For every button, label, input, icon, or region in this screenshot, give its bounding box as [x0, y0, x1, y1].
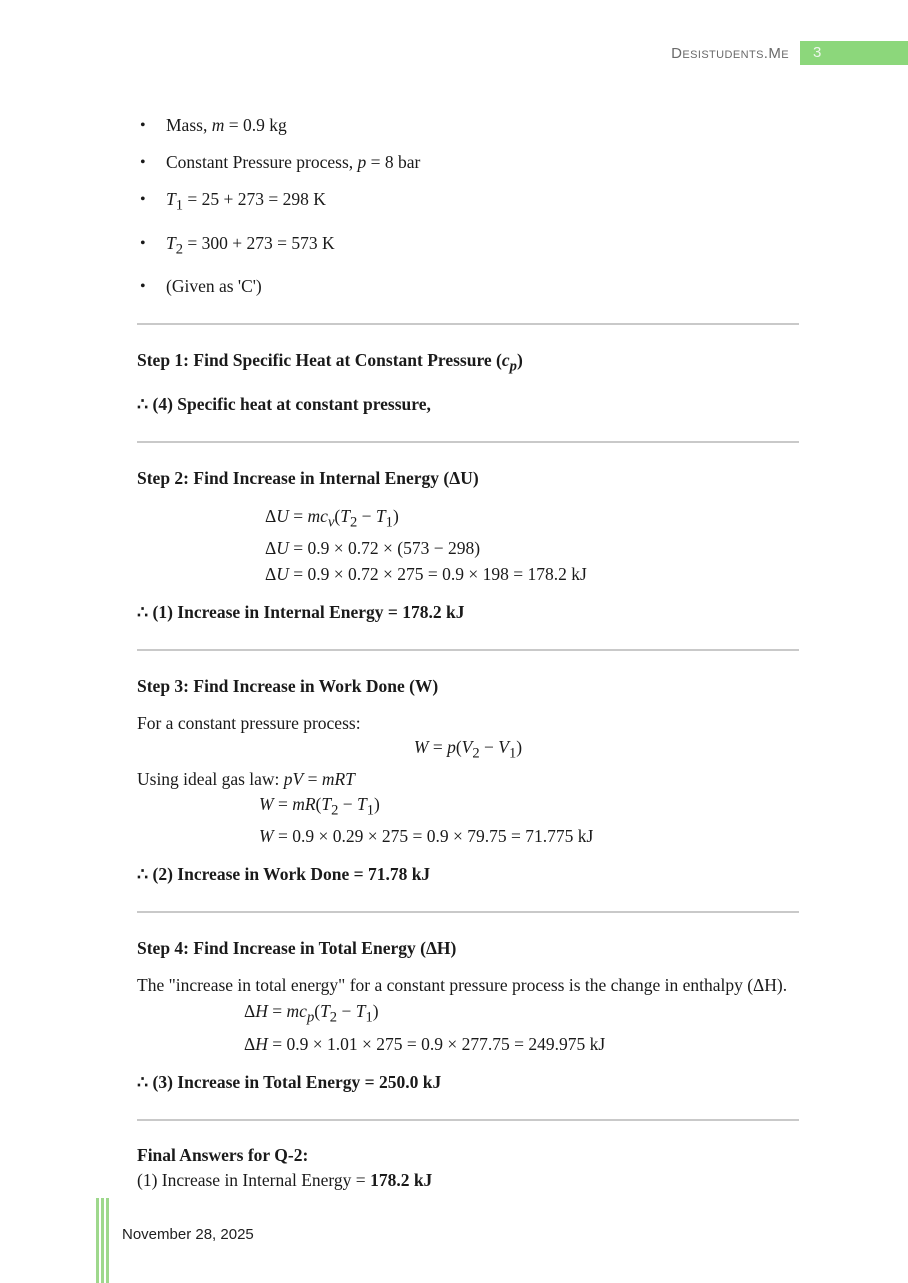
footer-stripe	[106, 1198, 109, 1283]
conclusion-line: ∴ (3) Increase in Total Energy = 250.0 kJ	[137, 1071, 442, 1092]
centered-equation: $W = p(V_2 - V_1)$	[413, 737, 523, 762]
final-answer-line: (1) Increase in Internal Energy = 178.2 kJ	[137, 1169, 433, 1190]
conclusion-line: ∴ (1) Increase in Internal Energy = 178.2 kJ	[137, 602, 465, 622]
equation-block	[137, 503, 799, 588]
conclusion-line: ∴ (4) Specific heat at constant pressure,	[137, 393, 431, 414]
final-answers-heading: Final Answers for Q-2:	[137, 1144, 309, 1165]
equation-block	[137, 998, 799, 1057]
equation-line: $\Delta U = mc_v(T_2 - T_1)$	[265, 505, 399, 530]
bullet-item: • Constant Pressure process, p = 8 bar	[137, 151, 799, 174]
equation-line: $\Delta H = mc_p(T_2 - T_1)$	[244, 1001, 379, 1026]
conclusion-line: ∴ (2) Increase in Work Done = 71.78 kJ	[137, 864, 431, 884]
section-heading: Step 3: Find Increase in Work Done (W)	[137, 676, 439, 696]
equation-line: ΔU = 0.9 × 0.72 × (573 − 298)	[265, 538, 481, 558]
bullet-item: • (Given as 'C')	[137, 275, 799, 298]
document-content	[137, 104, 799, 1193]
footer-stripe	[101, 1198, 104, 1283]
bullet-item: • Mass, m = 0.9 kg	[137, 114, 799, 137]
body-paragraph: For a constant pressure process:	[137, 713, 361, 733]
equation-line: $W = mR(T_2 - T_1)$	[259, 793, 380, 818]
section-step-1	[137, 348, 799, 416]
bullet-item: • $T_1 = 25 + 273 = 298$ K	[137, 188, 799, 218]
section-heading: Step 1: Find Specific Heat at Constant Pressure $(c_p)$	[137, 350, 523, 375]
bullet-item: • $T_2 = 300 + 273 = 573$ K	[137, 232, 799, 262]
equation-line: ΔU = 0.9 × 0.72 × 275 = 0.9 × 198 = 178.2 kJ	[265, 564, 587, 584]
page-number-badge	[800, 41, 908, 65]
footer-decoration	[96, 1198, 111, 1283]
page-header	[0, 41, 908, 65]
body-paragraph: The "increase in total energy" for a constant pressure process is the change in enthalpy (ΔH).	[137, 975, 788, 995]
equation-line: W = 0.9 × 0.29 × 275 = 0.9 × 79.75 = 71.775 kJ	[259, 826, 594, 846]
site-name: Desistudents.Me	[671, 44, 789, 62]
section-heading: Step 4: Find Increase in Total Energy (ΔH)	[137, 938, 457, 958]
equation-line: ΔH = 0.9 × 1.01 × 275 = 0.9 × 277.75 = 249.975 kJ	[244, 1033, 606, 1054]
footer-date: November 28, 2025	[122, 1226, 254, 1243]
page-number: 3	[813, 44, 822, 61]
section-divider	[137, 1119, 799, 1121]
section-heading: Step 2: Find Increase in Internal Energy (ΔU)	[137, 467, 479, 488]
equation-block	[137, 791, 799, 850]
section-step-2	[137, 466, 799, 625]
section-divider	[137, 649, 799, 651]
section-divider	[137, 441, 799, 443]
section-divider	[137, 323, 799, 325]
footer-stripe	[96, 1198, 99, 1283]
section-divider	[137, 911, 799, 913]
final-answers-section	[137, 1143, 799, 1193]
section-step-3	[137, 674, 799, 886]
bullet-list	[137, 114, 799, 298]
section-step-4	[137, 936, 799, 1094]
body-paragraph: Using ideal gas law: pV = mRT	[137, 768, 355, 789]
